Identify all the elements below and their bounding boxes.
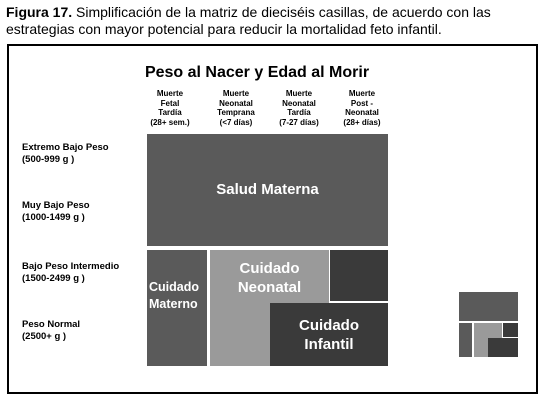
cuidado-neonatal-label <box>210 259 329 297</box>
row-header-bajo-peso-intermedio <box>22 261 119 285</box>
row-header-muy-bajo-peso <box>22 200 90 224</box>
cuidado-infantil-block <box>270 303 388 366</box>
row-header-line: Muy Bajo Peso <box>22 200 90 211</box>
column-header-post-neonatal <box>334 89 390 127</box>
column-header-line: Neonatal <box>282 98 316 108</box>
row-header-line: Peso Normal <box>22 319 81 330</box>
diagram-title: Peso al Nacer y Edad al Morir <box>144 64 370 81</box>
figure-caption <box>6 4 542 38</box>
salud-materna-block <box>147 134 388 246</box>
cuidado-infantil-block-upper <box>330 250 388 301</box>
cuidado-neonatal-line: Neonatal <box>237 279 302 296</box>
row-header-line: Bajo Peso Intermedio <box>22 261 120 272</box>
column-header-line: (7-27 días) <box>279 117 319 127</box>
row-header-extremo-bajo-peso <box>22 142 109 166</box>
cuidado-infantil-line: Cuidado <box>299 317 359 334</box>
column-header-line: (28+ sem.) <box>150 117 190 127</box>
row-header-line: (1500-2499 g ) <box>22 273 85 284</box>
mini-cuidado-materno <box>459 323 472 357</box>
cuidado-materno-block <box>147 250 207 366</box>
column-header-line: Tardía <box>287 108 311 117</box>
caption-text: Simplificación de la matriz de dieciséis casillas, de acuerdo con las estrategias con mayor potencial para reducir la mortalidad feto infantil. <box>6 4 491 37</box>
column-header-line: Muerte <box>285 89 313 98</box>
column-header-line: Neonatal <box>219 98 253 108</box>
column-header-line: Post - <box>350 98 374 108</box>
column-header-line: Muerte <box>348 89 376 98</box>
mini-cuidado-infantil <box>488 338 518 357</box>
mini-salud-materna <box>459 292 518 321</box>
cuidado-materno-label <box>149 279 199 313</box>
caption-label: Figura 17. <box>6 4 73 20</box>
cuidado-materno-line: Cuidado <box>149 280 199 294</box>
column-header-line: Tardía <box>158 108 182 117</box>
column-header-line: Muerte <box>222 89 250 98</box>
cuidado-neonatal-line: Cuidado <box>239 260 300 277</box>
column-header-line: Muerte <box>156 89 184 98</box>
column-header-neonatal-tardia <box>271 89 327 127</box>
column-header-line: Neonatal <box>345 108 379 117</box>
row-header-line: (1000-1499 g ) <box>22 212 85 223</box>
cuidado-infantil-line: Infantil <box>304 336 354 353</box>
figure-frame <box>7 44 538 394</box>
column-header-line: Temprana <box>217 108 255 117</box>
salud-materna-label: Salud Materna <box>216 181 319 198</box>
row-header-line: Extremo Bajo Peso <box>22 142 109 153</box>
column-header-neonatal-temprana <box>208 89 264 127</box>
row-header-line: (500-999 g ) <box>22 154 75 165</box>
row-header-line: (2500+ g ) <box>22 331 67 342</box>
cuidado-materno-line: Materno <box>149 297 198 311</box>
mini-cuidado-infantil-upper <box>503 323 518 337</box>
cuidado-infantil-label <box>270 316 388 354</box>
row-header-peso-normal <box>22 319 80 343</box>
column-header-line: Fetal <box>160 98 180 108</box>
column-header-fetal <box>142 89 198 127</box>
column-header-line: (28+ días) <box>343 117 381 127</box>
column-header-line: (<7 días) <box>219 117 253 127</box>
